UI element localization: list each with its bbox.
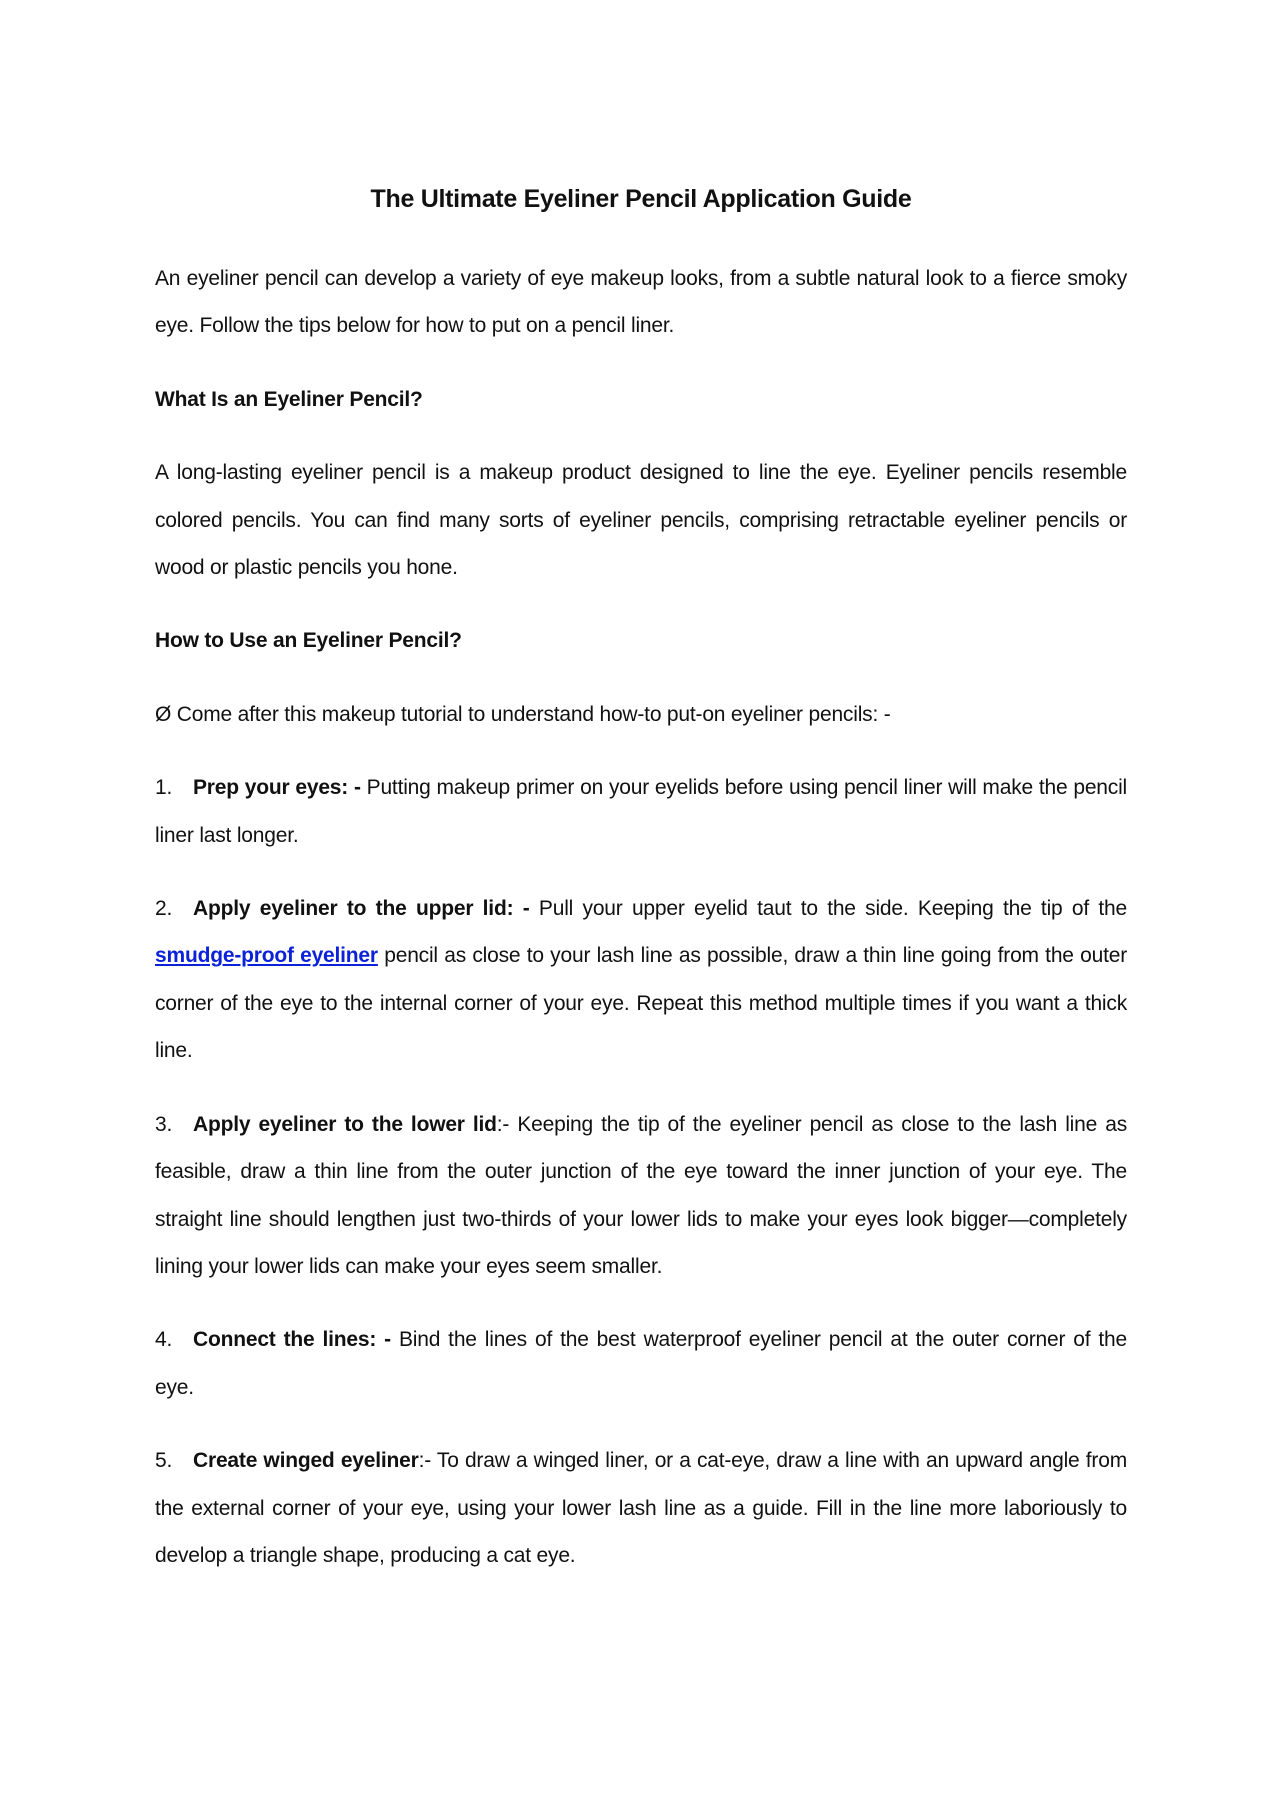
step-title: Apply eyeliner to the upper lid: - (193, 897, 530, 921)
step-2 (155, 885, 1127, 1075)
step-number: 2. (155, 897, 173, 921)
step-title: Create winged eyeliner (193, 1449, 419, 1473)
step-title: Connect the lines: - (193, 1328, 391, 1352)
step-4 (155, 1316, 1127, 1411)
step-text: pencil as close to your lash line as possible, draw a thin line going from the outer corner of the eye to the internal corner of your eye. Repeat this method multiple times if you want a thick line. (155, 944, 1127, 1063)
section-paragraph: A long-lasting eyeliner pencil is a makeup product designed to line the eye. Eyeliner pencils resemble colored pencils. You can find many sorts of eyeliner pencils, comprising retractable eyeliner pencils or wood or plastic pencils you hone. (155, 461, 1127, 580)
document-page (155, 176, 1127, 1605)
step-text: Putting makeup primer on your eyelids before using pencil liner will make the pencil liner last longer. (155, 776, 1128, 847)
step-number: 5. (155, 1449, 173, 1473)
step-number: 4. (155, 1328, 173, 1352)
bullet-text: Come after this makeup tutorial to understand how-to put-on eyeliner pencils: - (171, 702, 891, 726)
step-text: :- Keeping the tip of the eyeliner pencil as close to the lash line as feasible, draw a thin line from the outer junction of the eye toward the inner junction of your eye. The straight line should lengthen just two-thirds of your lower lids to make your eyes look bigger—completely lining your lower lids can make your eyes seem smaller. (155, 1112, 1127, 1278)
document-title: The Ultimate Eyeliner Pencil Application Guide (370, 185, 912, 213)
bullet-line (155, 691, 1127, 738)
step-number: 3. (155, 1112, 173, 1136)
step-text: Pull your upper eyelid taut to the side. Keeping the tip of the (529, 897, 1127, 921)
step-5 (155, 1437, 1127, 1579)
step-title: Apply eyeliner to the lower lid (193, 1112, 497, 1136)
step-1 (155, 764, 1127, 859)
step-text: :- To draw a winged liner, or a cat-eye, draw a line with an upward angle from the external corner of your eye, using your lower lash line as a guide. Fill in the line more laboriously to develop a triangle shape, producing a cat eye. (155, 1449, 1127, 1567)
section-heading: How to Use an Eyeliner Pencil? (155, 629, 462, 653)
step-title: Prep your eyes: - (193, 776, 361, 800)
step-3 (155, 1101, 1127, 1291)
bullet-arrow-icon: Ø (155, 702, 172, 726)
step-text: Bind the lines of the best waterproof eyeliner pencil at the outer corner of the eye. (155, 1328, 1127, 1399)
smudge-proof-eyeliner-link[interactable]: smudge-proof eyeliner (155, 944, 378, 968)
section-heading: What Is an Eyeliner Pencil? (155, 387, 423, 411)
intro-paragraph: An eyeliner pencil can develop a variety of eye makeup looks, from a subtle natural look to a fierce smoky eye. Follow the tips below for how to put on a pencil liner. (155, 267, 1127, 338)
step-number: 1. (155, 776, 173, 800)
